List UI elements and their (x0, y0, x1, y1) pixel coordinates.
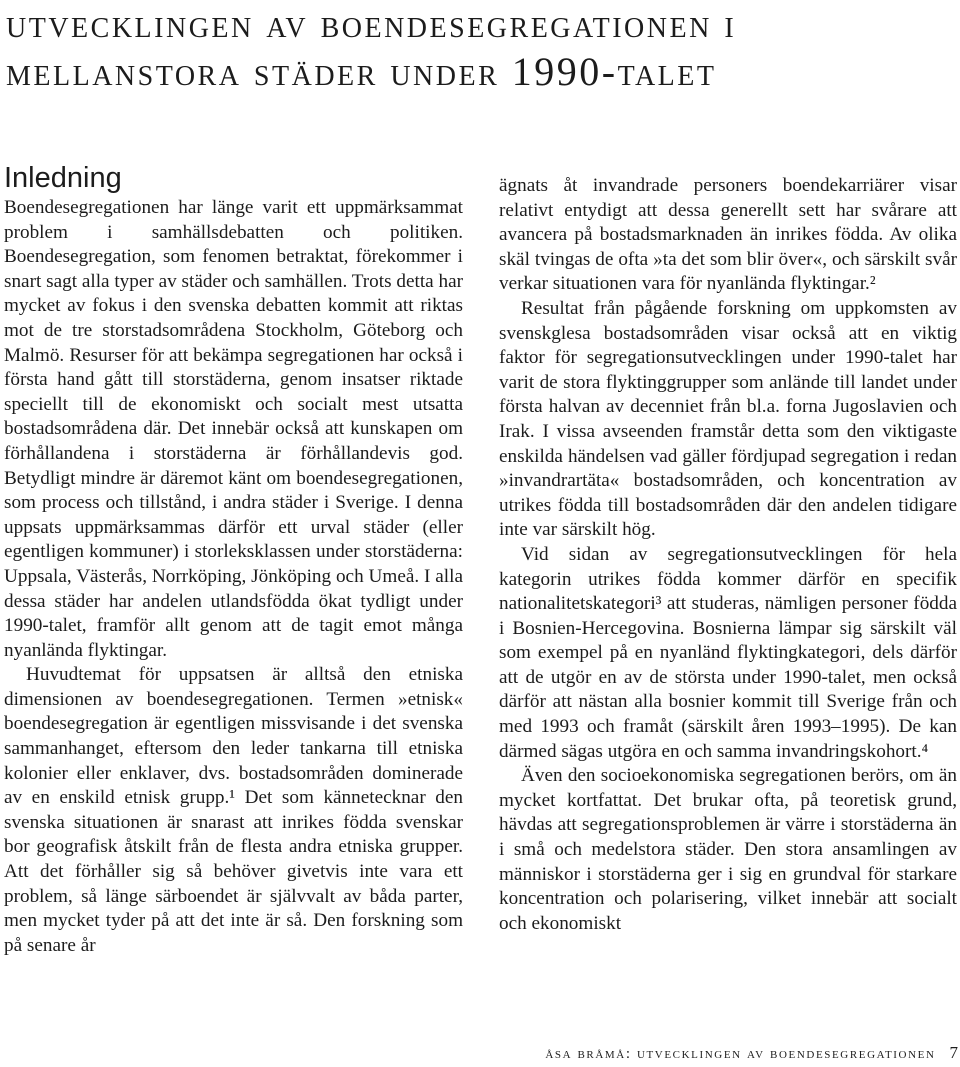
paragraph: Boendesegregationen har länge varit ett uppmärksammat problem i samhällsdebatten och politiken. Boendesegregation, som fenomen betraktat, förekommer i snart sagt alla typer av städer och samhällen. Trots detta har mycket av fokus i den svenska debatten kommit att riktas mot de tre storstadsområdena Stockholm, Göteborg och Malmö. Resurser för att bekämpa segregationen har också i första hand gått till storstäderna, genom insatser riktade speciellt till de ekonomiskt och socialt mest utsatta bostadsområdena där. Det innebär också att kunskapen om förhållandena i storstäderna är förhållandevis god. Betydligt mindre är däremot känt om boendesegregationen, som process och tillstånd, i andra städer i Sverige. I denna uppsats uppmärksammas därför ett urval städer (eller egentligen kommuner) i storleksklassen under storstäderna: Uppsala, Västerås, Norrköping, Jönköping och Umeå. I alla dessa städer har andelen utlandsfödda ökat tydligt under 1990-talet, framför allt genom att de tagit emot många nyanlända flyktingar. (4, 197, 463, 661)
left-column (4, 160, 463, 958)
running-head: åsa bråmå: utvecklingen av boendesegregationen (545, 1046, 936, 1062)
page-footer (460, 1043, 958, 1063)
paragraph: Även den socioekonomiska segregationen berörs, om än mycket kortfattat. Det brukar ofta, på teoretisk grund, hävdas att segregationsproblemen är värre i storstäderna än i små och medelstora städer. Den stora ansamlingen av människor i storstäderna ger i sig en grundval för starkare koncentration och polarisering, vilket innebär att socialt och ekonomiskt (499, 765, 957, 934)
article-title: utvecklingen av boendesegregationen i mellanstora städer under 1990-talet (6, 1, 737, 94)
page-number: 7 (949, 1043, 958, 1062)
paragraph: Huvudtemat för uppsatsen är alltså den etniska dimensionen av boendesegregationen. Termen »etnisk« boendesegregation är egentligen missvisande i det svenska sammanhanget, eftersom den leder tankarna till etniska kolonier eller enklaver, dvs. bostadsområden dominerade av en enskild etnisk grupp.¹ Det som kännetecknar den svenska situationen är snarast att inrikes födda svenskar bor geografisk åtskilt från de flesta andra etniska grupper. Att det förhåller sig så behöver givetvis inte vara ett problem, så länge särboendet är självvalt av båda parter, men mycket tyder på att det inte är så. Den forskning som på senare år (4, 664, 463, 956)
section-heading: Inledning (4, 162, 122, 194)
paragraph: Vid sidan av segregationsutvecklingen för hela kategorin utrikes födda kommer därför en specifik nationalitetskategori³ att studeras, nämligen personer födda i Bosnien-Hercegovina. Bosnierna lämpar sig särskilt väl som exempel på en nyanländ flyktingkategori, dels därför att de utgör en av de största under 1990-talet, men också därför att nästan alla bosnier kommit till Sverige från och med 1993 och framåt (särskilt åren 1993–1995). De kan därmed sägas utgöra en och samma invandringskohort.⁴ (499, 543, 957, 762)
paragraph: Resultat från pågående forskning om uppkomsten av svenskglesa bostadsområden visar också att en viktig faktor för segregationsutvecklingen under 1990-talet har varit de stora flyktinggrupper som anlände till landet under första halvan av decenniet från bl.a. forna Jugoslavien och Irak. I vissa avseenden framstår detta som den viktigaste enskilda händelsen vad gäller fördjupad segregation i redan »invandrartäta« bostadsområden, och koncentration av utrikes födda till bostadsområden där den andelen tidigare inte var särskilt hög. (499, 297, 957, 541)
right-column (499, 174, 957, 936)
paragraph: ägnats åt invandrade personers boendekarriärer visar relativt entydigt att dessa generellt sett har svårare att avancera på bostadsmarknaden än inrikes födda. Av olika skäl tvingas de ofta »ta det som blir över«, och särskilt svår verkar situationen vara för nyanlända flyktingar.² (499, 175, 957, 295)
